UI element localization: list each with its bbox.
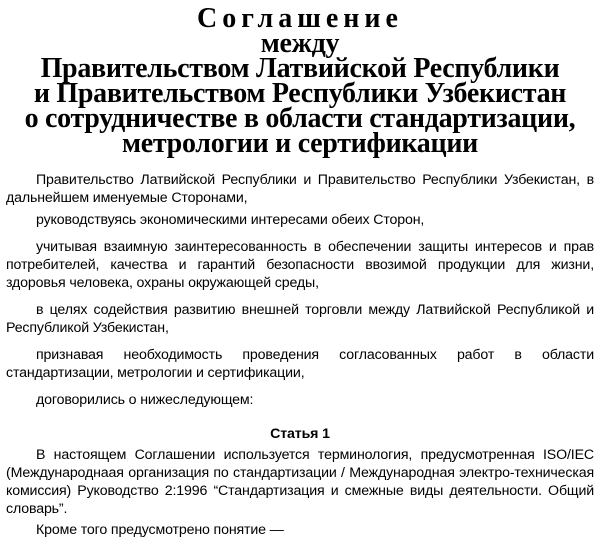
title-line: Соглашение [197,3,403,34]
preamble-paragraph: учитывая взаимную заинтересованность в обеспечении защиты интересов и прав потребителей, качества и гарантий безопасности ввозимой продукции для жизни, здоровья человека, охраны окружающей среды, [6,239,594,291]
article-paragraph: В настоящем Соглашении используется терминология, предусмотренная ISO/IEC (Международнаая организация по стандартизации / Международная электро-техническая комиссия) Руководство 2:1996 “Стандартизация и смежные виды деятельности. Общий словарь”. [6,447,594,517]
preamble-paragraph: в целях содействия развитию внешней торговли между Латвийской Республикой и Республикой Узбекистан, [6,302,594,336]
title-line: метрологии и сертификации [121,128,479,159]
title-line: Правительством Латвийской Республики [40,53,560,84]
title-line: между [260,28,340,59]
document-title [0,0,600,159]
preamble-paragraph: руководствуясь экономическими интересами обеих Сторон, [36,212,425,228]
preamble-paragraph: договорились о нижеследующем: [36,392,254,408]
title-line: и Правительством Республики Узбекистан [33,78,567,109]
article-heading: Статья 1 [270,426,330,442]
preamble-paragraph: признавая необходимость проведения согласованных работ в области стандартизации, метрологии и сертификации, [6,347,594,381]
title-line: о сотрудничестве в области стандартизации, [24,103,576,134]
article-paragraph: Кроме того предусмотрено понятие — [36,522,284,538]
document-body [0,171,594,542]
preamble-paragraph: Правительство Латвийской Республики и Правительство Республики Узбекистан, в дальнейшем именуемые Сторонами, [6,172,594,206]
